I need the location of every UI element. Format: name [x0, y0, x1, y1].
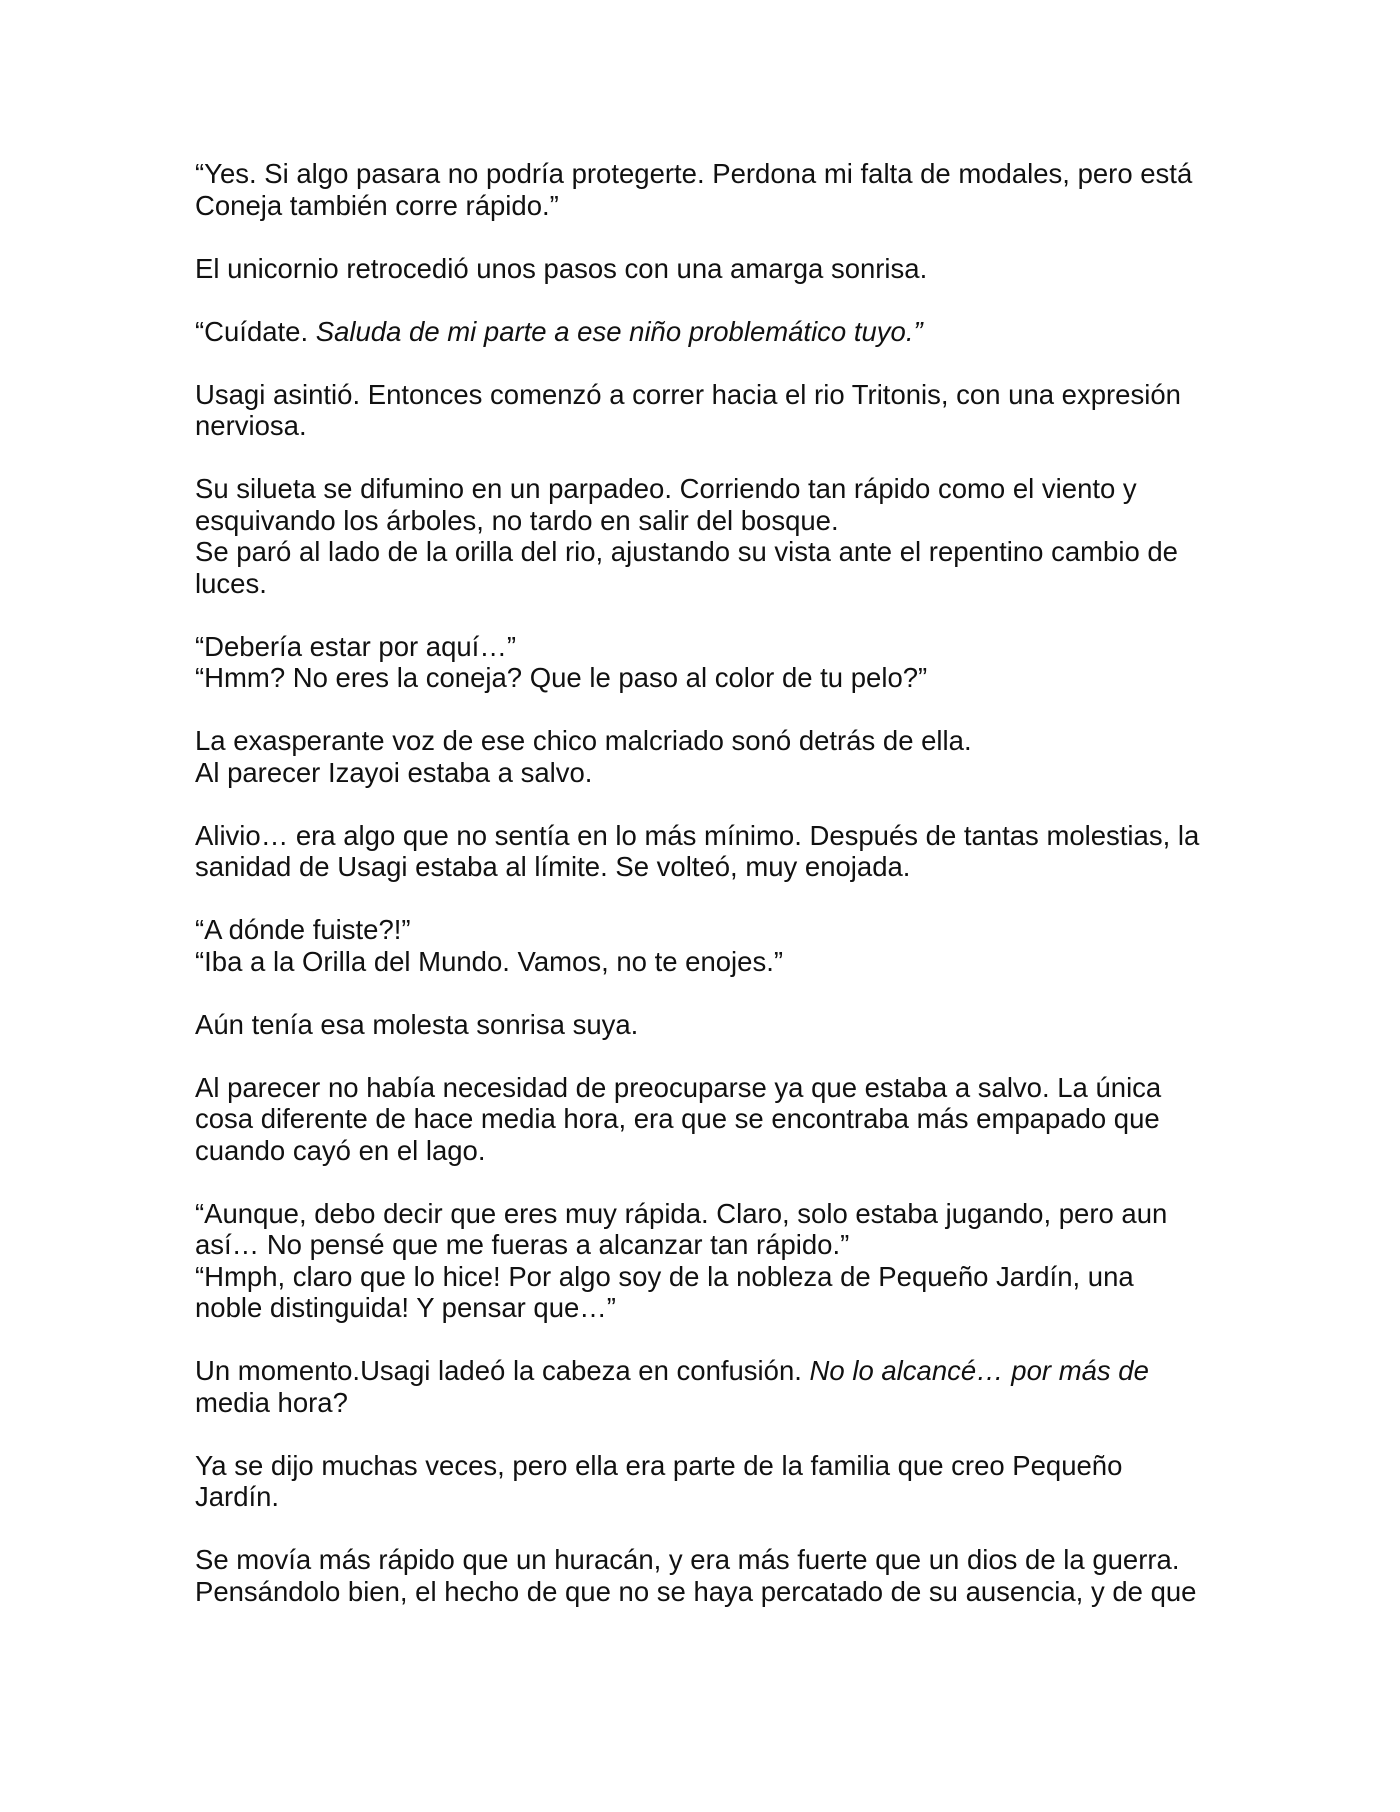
text-line: [195, 1481, 1225, 1513]
text-run: luces.: [195, 567, 267, 599]
paragraph: [195, 316, 1225, 348]
text-line: [195, 1261, 1225, 1293]
text-line: [195, 253, 1225, 285]
paragraph: [195, 631, 1225, 694]
text-run: “Hmph, claro que lo hice! Por algo soy de la nobleza de Pequeño Jardín, una: [195, 1260, 1134, 1292]
text-run: “A dónde fuiste?!”: [195, 914, 411, 945]
text-run: noble distinguida! Y pensar que…”: [195, 1292, 616, 1323]
text-line: [195, 725, 1225, 757]
text-line: [195, 1229, 1225, 1261]
text-run: media hora?: [195, 1386, 348, 1418]
text-run: Se paró al lado de la orilla del rio, ajustando su vista ante el repentino cambio de: [195, 536, 1178, 567]
text-run: nerviosa.: [195, 410, 307, 441]
text-line: [195, 757, 1225, 789]
text-run: cuando cayó en el lago.: [195, 1134, 486, 1166]
text-line: [195, 505, 1225, 537]
text-run: Pensándolo bien, el hecho de que no se haya percatado de su ausencia, y de que: [195, 1575, 1197, 1607]
text-line: [195, 158, 1225, 190]
text-run: La exasperante voz de ese chico malcriado sonó detrás de ella.: [195, 725, 972, 756]
text-run: “Debería estar por aquí…”: [195, 630, 516, 662]
paragraph: [195, 253, 1225, 285]
text-run: Usagi asintió. Entonces comenzó a correr hacia el rio Tritonis, con una expresión: [195, 378, 1181, 410]
paragraph: [195, 1355, 1225, 1418]
text-line: [195, 316, 1225, 348]
text-run: Al parecer Izayoi estaba a salvo.: [195, 756, 593, 788]
text-line: [195, 1103, 1225, 1135]
text-run: El unicornio retrocedió unos pasos con una amarga sonrisa.: [195, 252, 928, 284]
text-run: Aún tenía esa molesta sonrisa suya.: [195, 1008, 639, 1040]
italic-run: Saluda de mi parte a ese niño problemático tuyo.”: [315, 315, 923, 347]
paragraph: [195, 820, 1225, 883]
text-line: [195, 1355, 1225, 1387]
text-line: [195, 568, 1225, 600]
paragraph: [195, 1072, 1225, 1167]
paragraph: [195, 725, 1225, 788]
text-run: “Hmm? No eres la coneja? Que le paso al color de tu pelo?”: [195, 662, 928, 693]
text-line: [195, 1009, 1225, 1041]
paragraph: [195, 914, 1225, 977]
paragraph: [195, 379, 1225, 442]
text-run: Su silueta se difumino en un parpadeo. Corriendo tan rápido como el viento y: [195, 473, 1137, 504]
text-run: así… No pensé que me fueras a alcanzar tan rápido.”: [195, 1229, 850, 1260]
text-line: [195, 190, 1225, 222]
text-run: sanidad de Usagi estaba al límite. Se volteó, muy enojada.: [195, 851, 911, 882]
text-run: Al parecer no había necesidad de preocuparse ya que estaba a salvo. La única: [195, 1071, 1162, 1103]
text-line: [195, 631, 1225, 663]
document-page: [195, 158, 1225, 1639]
text-run: Se movía más rápido que un huracán, y era más fuerte que un dios de la guerra.: [195, 1544, 1180, 1575]
paragraph: [195, 1450, 1225, 1513]
paragraph: [195, 1009, 1225, 1041]
paragraph: [195, 158, 1225, 221]
text-run: “Iba a la Orilla del Mundo. Vamos, no te enojes.”: [195, 945, 783, 977]
text-line: [195, 1576, 1225, 1608]
text-line: [195, 662, 1225, 694]
text-line: [195, 1072, 1225, 1104]
text-line: [195, 1292, 1225, 1324]
paragraph: [195, 1544, 1225, 1607]
text-line: [195, 410, 1225, 442]
text-line: [195, 1544, 1225, 1576]
text-run: Coneja también corre rápido.”: [195, 189, 559, 221]
text-run: “Aunque, debo decir que eres muy rápida. Claro, solo estaba jugando, pero aun: [195, 1197, 1168, 1229]
text-run: cosa diferente de hace media hora, era que se encontraba más empapado que: [195, 1103, 1160, 1134]
paragraph: [195, 1198, 1225, 1324]
text-run: Jardín.: [195, 1481, 280, 1512]
italic-run: No lo alcancé… por más de: [809, 1355, 1149, 1386]
text-run: Ya se dijo muchas veces, pero ella era parte de la familia que creo Pequeño: [195, 1449, 1123, 1481]
text-line: [195, 1198, 1225, 1230]
text-line: [195, 536, 1225, 568]
text-run: “Cuídate.: [195, 315, 316, 347]
text-line: [195, 379, 1225, 411]
text-line: [195, 1450, 1225, 1482]
text-line: [195, 851, 1225, 883]
text-line: [195, 473, 1225, 505]
text-run: Un momento.Usagi ladeó la cabeza en confusión.: [195, 1355, 810, 1386]
text-run: “Yes. Si algo pasara no podría protegerte. Perdona mi falta de modales, pero está: [195, 158, 1193, 189]
text-line: [195, 946, 1225, 978]
text-run: esquivando los árboles, no tardo en salir del bosque.: [195, 504, 839, 536]
paragraph: [195, 473, 1225, 599]
text-line: [195, 820, 1225, 852]
text-line: [195, 1387, 1225, 1419]
text-line: [195, 1135, 1225, 1167]
text-run: Alivio… era algo que no sentía en lo más mínimo. Después de tantas molestias, la: [195, 819, 1200, 851]
text-line: [195, 914, 1225, 946]
